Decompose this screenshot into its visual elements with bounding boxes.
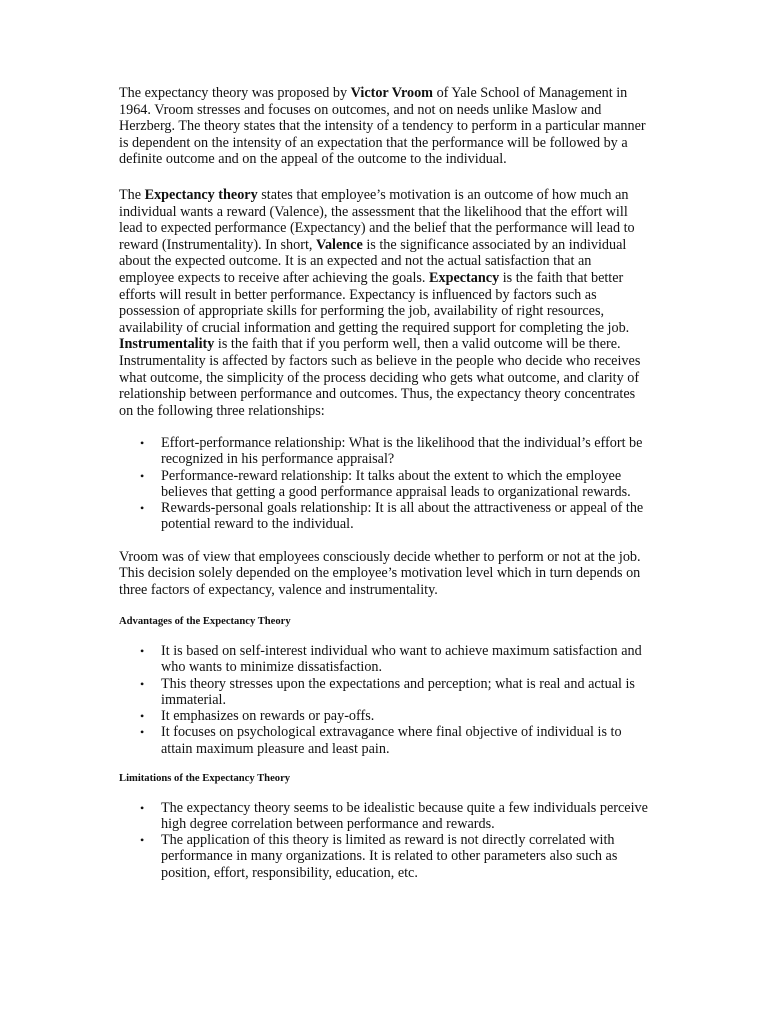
relationships-list [119, 435, 648, 532]
bullet-icon: • [140, 800, 145, 815]
list-item-text: It focuses on psychological extravagance where final objective of individual is to attain maximum pleasure and least pain. [161, 724, 622, 757]
list-item-text: It emphasizes on rewards or pay-offs. [161, 708, 375, 725]
paragraph-expectancy-theory [119, 187, 648, 336]
list-item-text: It is based on self-interest individual who want to achieve maximum satisfaction and who wants to minimize dissatisfaction. [161, 643, 642, 676]
list-item-text: Rewards-personal goals relationship: It is all about the attractiveness or appeal of the potential reward to the individual. [161, 500, 644, 533]
list-item-text: This theory stresses upon the expectations and perception; what is real and actual is immaterial. [161, 675, 635, 708]
list-item [119, 643, 648, 675]
list-item [119, 800, 648, 832]
list-item [119, 468, 648, 500]
p3-bold-instrumentality: Instrumentality [119, 336, 215, 353]
bullet-icon: • [140, 468, 145, 483]
p3-text-1: is the faith that if you perform well, then a valid outcome will be there. Instrumentality is affected by factors such as believe in the people who decide who receives what outcome, the simplicity of the process deciding who gets what outcome, and clarity of relationship between performance and outcomes. Thus, the expectancy theory concentrates on the following three relationships: [119, 336, 641, 419]
limitations-heading: Limitations of the Expectancy Theory [119, 772, 291, 784]
list-item-text: The expectancy theory seems to be idealistic because quite a few individuals perceive high degree correlation between performance and rewards. [161, 799, 648, 832]
intro-text-2: of Yale School of Management in 1964. Vroom stresses and focuses on outcomes, and not on needs unlike Maslow and Herzberg. The theory states that the intensity of a tendency to perform in a particular manner is dependent on the intensity of an expectation that the performance will be followed by a definite outcome and on the appeal of the outcome to the individual. [119, 85, 646, 168]
list-item [119, 724, 648, 756]
list-item [119, 676, 648, 708]
list-item [119, 435, 648, 467]
limitations-list [119, 800, 648, 881]
list-item-text: Effort-performance relationship: What is the likelihood that the individual’s effort be recognized in his performance appraisal? [161, 435, 643, 468]
p2-bold-valence: Valence [316, 236, 363, 253]
intro-text-1: The expectancy theory was proposed by [119, 85, 351, 101]
paragraph-vroom-view: Vroom was of view that employees consciously decide whether to perform or not at the job. This decision solely depended on the employee’s motivation level which in turn depends on three factors of expectancy, valence and instrumentality. [119, 548, 641, 598]
list-item [119, 500, 648, 532]
p2-bold-expectancy-theory: Expectancy theory [144, 186, 258, 203]
p2-bold-expectancy: Expectancy [429, 269, 500, 286]
bullet-icon: • [140, 833, 145, 848]
bullet-icon: • [140, 709, 145, 724]
list-item [119, 832, 648, 881]
paragraph-instrumentality [119, 336, 648, 419]
intro-bold-vroom: Victor Vroom [350, 85, 434, 101]
bullet-icon: • [140, 725, 145, 740]
paragraph-intro [119, 85, 648, 168]
bullet-icon: • [140, 501, 145, 516]
list-item-text: Performance-reward relationship: It talks about the extent to which the employee believes that getting a good performance appraisal leads to organizational rewards. [161, 467, 631, 500]
bullet-icon: • [140, 436, 145, 451]
p2-text-1: The [119, 186, 145, 203]
advantages-heading: Advantages of the Expectancy Theory [119, 616, 291, 628]
bullet-icon: • [140, 676, 145, 691]
list-item [119, 708, 648, 724]
p2-text-2: states that employee’s motivation is an outcome of how much an individual wants a reward (Valence), the assessment that the likelihood that the effort will lead to expected performance (Expectancy) and the belief that the performance will lead to reward (Instrumentality). In short, [119, 186, 635, 253]
list-item-text: The application of this theory is limited as reward is not directly correlated with performance in many organizations. It is related to other parameters also such as position, effort, responsibility, education, etc. [161, 832, 618, 881]
p2-text-3: is the significance associated by an individual about the expected outcome. It is an expected and not the actual satisfaction that an employee expects to receive after achieving the goals. [119, 236, 627, 286]
p2-text-4: is the faith that better efforts will result in better performance. Expectancy is influenced by factors such as possession of appropriate skills for performing the job, availability of right resources, availability of crucial information and getting the required support for completing the job. [119, 269, 630, 336]
advantages-list [119, 643, 648, 756]
bullet-icon: • [140, 644, 145, 659]
